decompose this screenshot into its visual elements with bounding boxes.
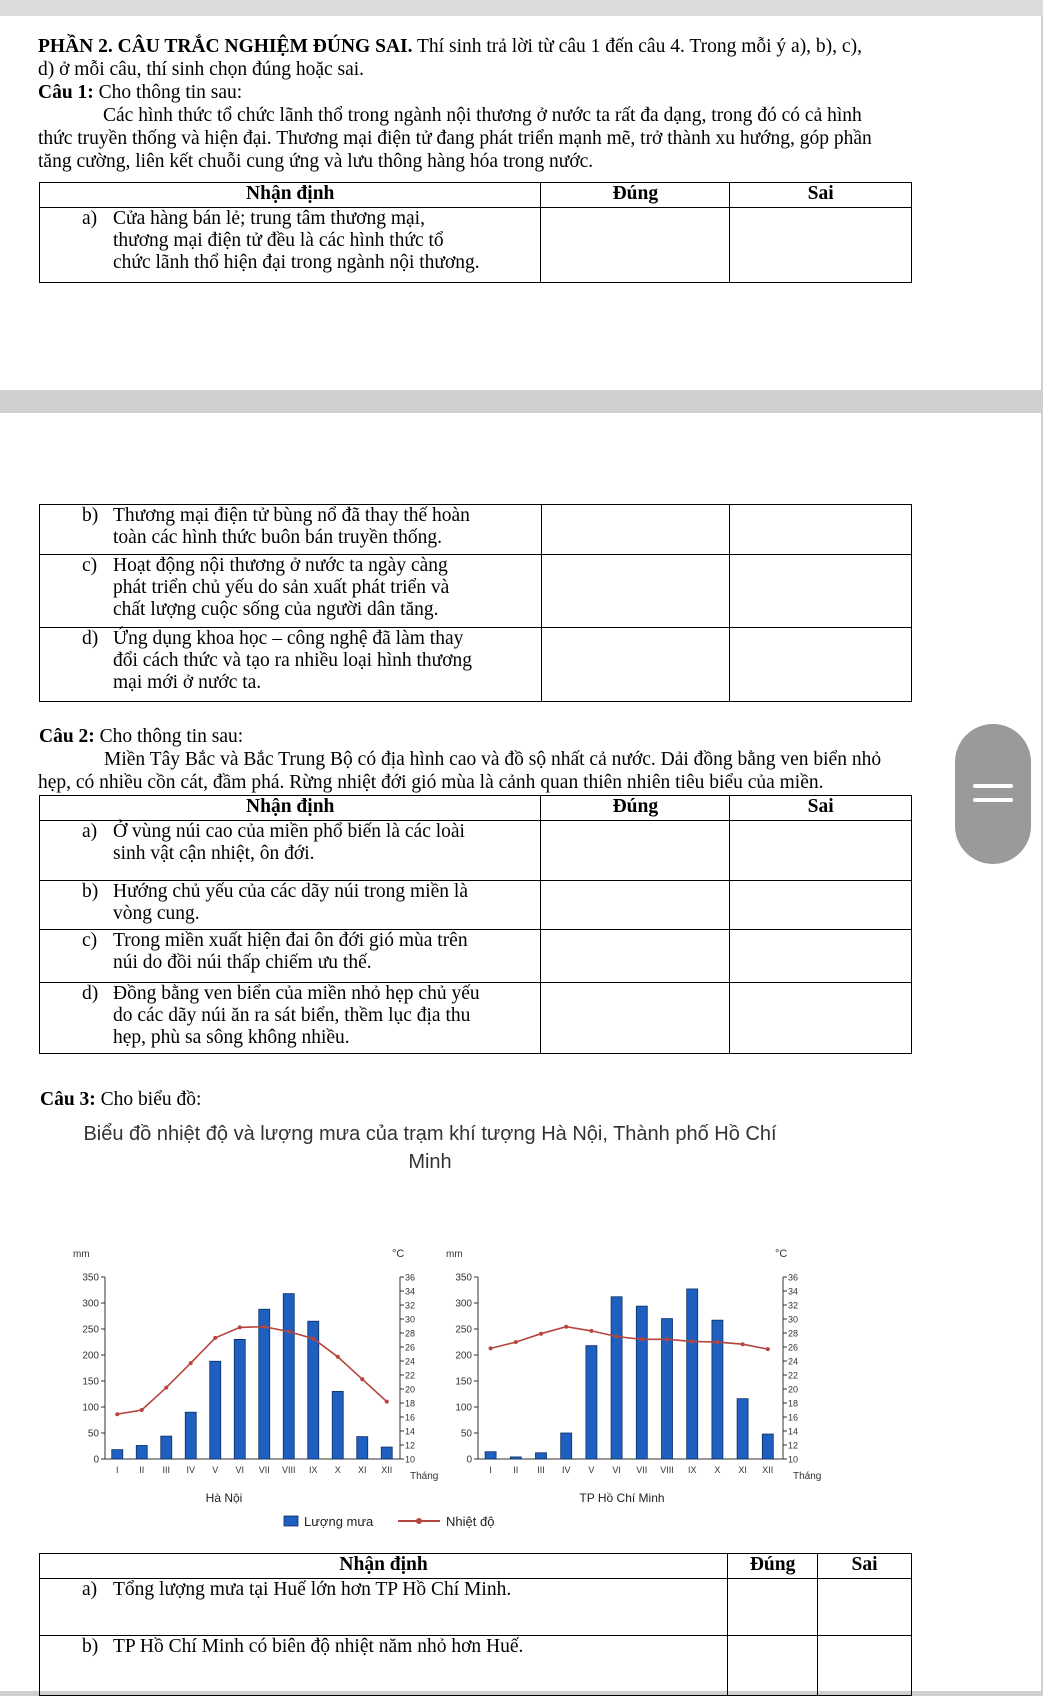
hanoi-x-axis-label: Tháng — [410, 1471, 439, 1482]
hcm-month-label: XI — [738, 1465, 747, 1475]
hanoi-temp-point-IX — [311, 1337, 315, 1341]
top-strip — [0, 0, 1043, 16]
hanoi-rain-bar-XII — [381, 1447, 392, 1459]
hanoi-month-label: IV — [186, 1465, 196, 1475]
legend-temp-label: Nhiệt độ — [446, 1514, 495, 1529]
header-sai: Sai — [730, 183, 912, 208]
hcm-right-tick-label: 16 — [788, 1412, 799, 1423]
hanoi-right-tick-label: 16 — [405, 1412, 416, 1423]
q3-intro: Câu 3: Cho biểu đồ: — [40, 1089, 202, 1110]
hanoi-right-tick-label: 18 — [405, 1398, 416, 1409]
hcm-rain-bar-XI — [737, 1399, 748, 1459]
hcm-station-label: TP Hồ Chí Minh — [579, 1491, 665, 1505]
q2-a-true-cell[interactable] — [541, 821, 730, 881]
hcm-temp-point-IV — [564, 1325, 568, 1329]
scroll-handle[interactable] — [955, 724, 1031, 864]
q1-c-false-cell[interactable] — [730, 555, 912, 628]
hanoi-month-label: V — [212, 1465, 219, 1475]
q2-d-true-cell[interactable] — [541, 983, 730, 1054]
hcm-right-tick-label: 14 — [788, 1426, 799, 1437]
hcm-left-tick-label: 250 — [455, 1324, 472, 1336]
hcm-month-label: I — [489, 1465, 492, 1475]
header-dung: Đúng — [728, 1554, 818, 1579]
hanoi-temp-point-XI — [360, 1377, 364, 1381]
hanoi-right-tick-label: 20 — [405, 1384, 416, 1395]
hcm-left-tick-label: 350 — [455, 1272, 472, 1284]
q2-c-true-cell[interactable] — [541, 930, 730, 983]
hcm-rain-bar-VII — [636, 1306, 647, 1459]
hanoi-right-tick-label: 22 — [405, 1370, 416, 1381]
hcm-month-label: VIII — [660, 1465, 674, 1475]
hcm-temp-point-X — [715, 1340, 719, 1344]
hanoi-temp-point-VIII — [287, 1330, 291, 1334]
hanoi-right-axis-label: °C — [392, 1248, 405, 1260]
hcm-month-label: VII — [636, 1465, 648, 1475]
header-nhan-dinh: Nhận định — [40, 796, 541, 821]
header-dung: Đúng — [541, 796, 730, 821]
hcm-rain-bar-IX — [687, 1289, 698, 1459]
q1-a-true-cell[interactable] — [541, 208, 730, 283]
hcm-month-label: VI — [612, 1465, 621, 1475]
q1-c-statement: c) Hoạt động nội thương ở nước ta ngày càng phát triển chủ yếu do sản xuất phát triển và chất lượng cuộc sống của người dân tăng. — [40, 555, 542, 628]
hcm-right-tick-label: 18 — [788, 1398, 799, 1409]
hcm-right-tick-label: 12 — [788, 1440, 799, 1451]
q3-a-false-cell[interactable] — [818, 1579, 912, 1636]
chart-title-line2: Minh — [408, 1151, 452, 1173]
hanoi-month-label: I — [115, 1465, 119, 1475]
hanoi-right-tick-label: 24 — [405, 1356, 416, 1367]
hcm-rain-bar-VI — [611, 1297, 622, 1459]
q1-c-true-cell[interactable] — [541, 555, 730, 628]
hanoi-right-tick-label: 28 — [405, 1328, 416, 1339]
hanoi-month-label: III — [162, 1465, 171, 1475]
hcm-month-label: IV — [561, 1465, 571, 1475]
q1-b-false-cell[interactable] — [730, 505, 912, 555]
q3-b-statement: b) TP Hồ Chí Minh có biên độ nhiệt năm nhỏ hơn Huế. — [40, 1636, 728, 1696]
hanoi-rain-bar-X — [332, 1391, 343, 1459]
hanoi-temp-point-XII — [385, 1400, 389, 1404]
part-header: PHẦN 2. CÂU TRẮC NGHIỆM ĐÚNG SAI. Thí sinh trả lời từ câu 1 đến câu 4. Trong mỗi ý a), b), c), — [38, 36, 862, 57]
header-nhan-dinh: Nhận định — [40, 1554, 728, 1579]
hcm-temp-point-VII — [640, 1337, 644, 1341]
hcm-right-tick-label: 30 — [788, 1314, 799, 1325]
hanoi-rain-bar-II — [136, 1445, 147, 1459]
hanoi-temp-point-IV — [189, 1361, 193, 1365]
q2-intro: Câu 2: Cho thông tin sau: — [39, 726, 244, 747]
hanoi-right-tick-label: 36 — [405, 1272, 416, 1283]
hanoi-left-tick-label: 50 — [87, 1428, 99, 1440]
q1-b-true-cell[interactable] — [541, 505, 730, 555]
page-card-1 — [0, 16, 1041, 390]
q2-b-statement: b) Hướng chủ yếu của các dãy núi trong miền là vòng cung. — [40, 881, 541, 930]
hcm-temp-point-III — [539, 1332, 543, 1336]
hanoi-left-tick-label: 250 — [82, 1324, 99, 1336]
q1-d-false-cell[interactable] — [730, 628, 912, 702]
hcm-right-tick-label: 10 — [788, 1454, 799, 1465]
hanoi-temp-point-V — [213, 1336, 217, 1340]
hanoi-left-tick-label: 350 — [82, 1272, 99, 1284]
q1-intro: Câu 1: Cho thông tin sau: — [38, 82, 243, 103]
hanoi-month-label: VIII — [281, 1465, 296, 1475]
q1-table-part2 — [39, 504, 912, 702]
hcm-left-tick-label: 200 — [455, 1350, 472, 1362]
hcm-right-axis-label: °C — [775, 1248, 788, 1260]
page-card-2 — [0, 413, 1041, 1691]
hcm-temp-point-V — [589, 1329, 593, 1333]
hcm-temp-point-VI — [615, 1335, 619, 1339]
hcm-rain-bar-II — [510, 1457, 521, 1459]
q2-table — [39, 795, 912, 1054]
hanoi-left-tick-label: 0 — [93, 1454, 99, 1466]
hanoi-station-label: Hà Nội — [205, 1491, 243, 1505]
q1-paragraph-l2: thức truyền thống và hiện đại. Thương mại điện tử đang phát triển mạnh mẽ, trở thành xu hướng, góp phần — [38, 128, 872, 149]
legend-temp-marker — [416, 1518, 422, 1524]
hanoi-right-tick-label: 26 — [405, 1342, 416, 1353]
hanoi-left-tick-label: 200 — [82, 1350, 99, 1362]
hcm-temp-line — [491, 1327, 768, 1349]
hcm-right-tick-label: 32 — [788, 1300, 799, 1311]
hcm-rain-bar-III — [536, 1453, 547, 1459]
hanoi-temp-point-VI — [238, 1325, 242, 1329]
hanoi-right-tick-label: 14 — [405, 1426, 416, 1437]
hcm-month-label: IX — [687, 1465, 697, 1475]
part-header-line2: d) ở mỗi câu, thí sinh chọn đúng hoặc sai. — [38, 59, 365, 80]
climate-charts — [0, 1218, 900, 1558]
q3-a-statement: a) Tổng lượng mưa tại Huế lớn hơn TP Hồ Chí Minh. — [40, 1579, 728, 1636]
q2-b-false-cell[interactable] — [730, 881, 912, 930]
hcm-left-tick-label: 0 — [466, 1454, 472, 1466]
q1-paragraph-l3: tăng cường, liên kết chuỗi cung ứng và lưu thông hàng hóa trong nước. — [38, 151, 594, 172]
hanoi-temp-line — [117, 1327, 387, 1415]
hanoi-temp-point-III — [164, 1386, 168, 1390]
hanoi-left-tick-label: 100 — [82, 1402, 99, 1414]
hcm-temp-point-I — [489, 1346, 493, 1350]
q3-b-false-cell[interactable] — [818, 1636, 912, 1696]
hcm-right-tick-label: 28 — [788, 1328, 799, 1339]
hcm-right-tick-label: 36 — [788, 1272, 799, 1283]
hanoi-rain-bar-III — [161, 1436, 172, 1459]
q1-a-false-cell[interactable] — [730, 208, 912, 283]
grip-line-icon — [973, 798, 1013, 802]
hanoi-month-label: VI — [235, 1465, 245, 1475]
hanoi-right-tick-label: 32 — [405, 1300, 416, 1311]
hcm-left-axis-label: mm — [446, 1249, 463, 1260]
q2-d-false-cell[interactable] — [730, 983, 912, 1054]
hcm-left-tick-label: 150 — [455, 1376, 472, 1388]
hanoi-right-tick-label: 10 — [405, 1454, 416, 1465]
hanoi-month-label: IX — [308, 1465, 318, 1475]
hcm-right-tick-label: 34 — [788, 1286, 799, 1297]
hanoi-right-tick-label: 30 — [405, 1314, 416, 1325]
hanoi-month-label: XI — [357, 1465, 367, 1475]
header-dung: Đúng — [541, 183, 730, 208]
hanoi-right-tick-label: 34 — [405, 1286, 416, 1297]
q2-c-false-cell[interactable] — [730, 930, 912, 983]
hanoi-month-label: X — [334, 1465, 341, 1475]
hcm-temp-point-IX — [690, 1339, 694, 1343]
q1-paragraph-l1: Các hình thức tổ chức lãnh thổ trong ngành nội thương ở nước ta rất đa dạng, trong đó có cả hình — [103, 105, 862, 126]
q1-d-statement: d) Ứng dụng khoa học – công nghệ đã làm thay đổi cách thức và tạo ra nhiều loại hình thương mại mới ở nước ta. — [40, 628, 542, 702]
hcm-left-tick-label: 300 — [455, 1298, 472, 1310]
hcm-rain-bar-I — [485, 1452, 496, 1459]
hcm-left-tick-label: 100 — [455, 1402, 472, 1414]
hcm-right-tick-label: 20 — [788, 1384, 799, 1395]
hanoi-rain-bar-VI — [234, 1339, 245, 1459]
header-sai: Sai — [818, 1554, 912, 1579]
header-sai: Sai — [730, 796, 912, 821]
hanoi-temp-point-I — [115, 1412, 119, 1416]
q2-b-true-cell[interactable] — [541, 881, 730, 930]
hcm-left-tick-label: 50 — [460, 1428, 472, 1440]
legend-rain-label: Lượng mưa — [304, 1514, 374, 1529]
q3-table — [39, 1553, 912, 1696]
hanoi-rain-bar-VII — [259, 1309, 270, 1459]
q3-a-true-cell[interactable] — [728, 1579, 818, 1636]
hcm-month-label: V — [588, 1465, 595, 1475]
q2-a-statement: a) Ở vùng núi cao của miền phổ biến là các loài sinh vật cận nhiệt, ôn đới. — [40, 821, 541, 881]
q1-a-statement: a) Cửa hàng bán lẻ; trung tâm thương mại, thương mại điện tử đều là các hình thức tổ chức lãnh thổ hiện đại trong ngành nội thương. — [40, 208, 541, 283]
q2-a-false-cell[interactable] — [730, 821, 912, 881]
q1-b-statement: b) Thương mại điện tử bùng nổ đã thay thế hoàn toàn các hình thức buôn bán truyền thống. — [40, 505, 542, 555]
hcm-month-label: XII — [762, 1465, 774, 1475]
grip-line-icon — [973, 784, 1013, 788]
hcm-x-axis-label: Tháng — [793, 1471, 822, 1482]
hcm-rain-bar-V — [586, 1346, 597, 1459]
hanoi-temp-point-VII — [262, 1325, 266, 1329]
q1-d-true-cell[interactable] — [541, 628, 730, 702]
hanoi-rain-bar-I — [112, 1450, 123, 1459]
hcm-rain-bar-XII — [762, 1434, 773, 1459]
hanoi-month-label: XII — [381, 1465, 393, 1475]
hcm-temp-point-XI — [741, 1342, 745, 1346]
hcm-rain-bar-IV — [561, 1433, 572, 1459]
hanoi-right-tick-label: 12 — [405, 1440, 416, 1451]
hanoi-left-tick-label: 150 — [82, 1376, 99, 1388]
hanoi-month-label: II — [139, 1465, 145, 1475]
hanoi-rain-bar-IV — [185, 1412, 196, 1459]
hanoi-month-label: VII — [258, 1465, 270, 1475]
hcm-month-label: III — [537, 1465, 545, 1475]
hanoi-rain-bar-VIII — [283, 1294, 294, 1459]
hcm-temp-point-II — [514, 1340, 518, 1344]
hanoi-rain-bar-V — [210, 1361, 221, 1459]
hanoi-rain-bar-XI — [357, 1437, 368, 1459]
hcm-month-label: X — [714, 1465, 721, 1475]
hanoi-left-axis-label: mm — [73, 1249, 90, 1260]
hcm-temp-point-VIII — [665, 1337, 669, 1341]
q3-b-true-cell[interactable] — [728, 1636, 818, 1696]
q2-d-statement: d) Đồng bằng ven biển của miền nhỏ hẹp chủ yếu do các dãy núi ăn ra sát biển, thềm lục địa thu hẹp, phù sa sông không nhiều. — [40, 983, 541, 1054]
header-nhan-dinh: Nhận định — [40, 183, 541, 208]
hanoi-temp-point-X — [336, 1355, 340, 1359]
q2-paragraph-l2: hẹp, có nhiều cồn cát, đầm phá. Rừng nhiệt đới gió mùa là cảnh quan thiên nhiên tiêu biểu của miền. — [38, 772, 824, 793]
hcm-right-tick-label: 24 — [788, 1356, 799, 1367]
hcm-right-tick-label: 26 — [788, 1342, 799, 1353]
hanoi-temp-point-II — [140, 1408, 144, 1412]
q2-paragraph-l1: Miền Tây Bắc và Bắc Trung Bộ có địa hình cao và đồ sộ nhất cả nước. Dải đồng bằng ven biển nhỏ — [104, 749, 882, 770]
hcm-right-tick-label: 22 — [788, 1370, 799, 1381]
q2-c-statement: c) Trong miền xuất hiện đai ôn đới gió mùa trên núi do đồi núi thấp chiếm ưu thế. — [40, 930, 541, 983]
hcm-temp-point-XII — [766, 1347, 770, 1351]
hcm-month-label: II — [513, 1465, 519, 1475]
legend-rain-swatch — [284, 1516, 298, 1526]
hanoi-left-tick-label: 300 — [82, 1298, 99, 1310]
q1-table-part1 — [39, 182, 912, 283]
chart-title-line1: Biểu đồ nhiệt độ và lượng mưa của trạm khí tượng Hà Nội, Thành phố Hồ Chí — [83, 1123, 777, 1145]
